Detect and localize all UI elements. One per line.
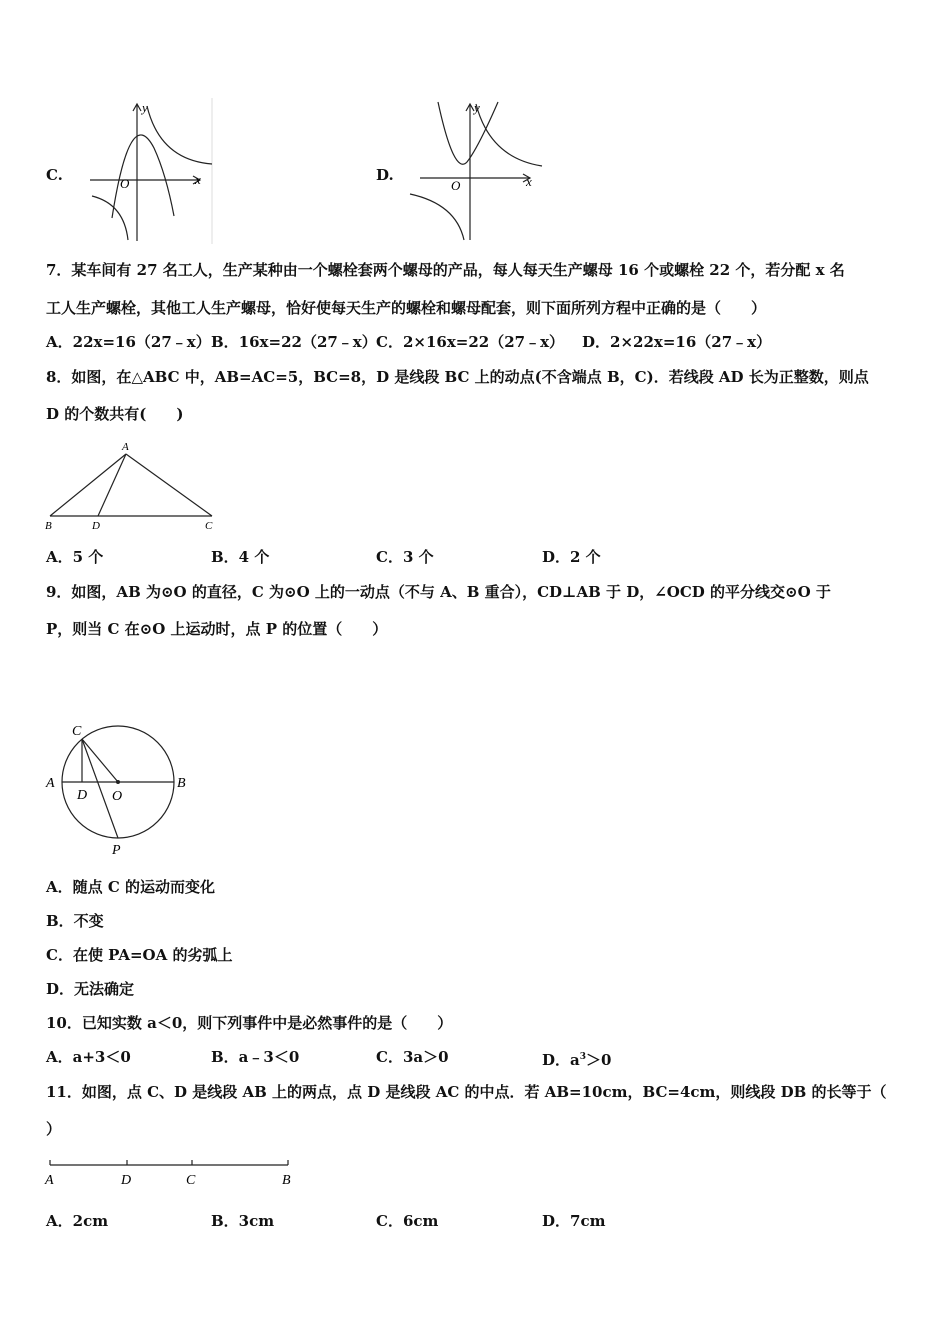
label-C: C [186,1173,196,1188]
q8-option-d: D．2 个 [542,548,601,566]
label-D: D [92,520,100,532]
q9-option-b: B．不变 [46,912,104,930]
q8-stem-line2: D 的个数共有( ) [46,405,184,423]
q9-stem-line1: 9．如图，AB 为⊙O 的直径，C 为⊙O 上的一动点（不与 A、B 重合），CD⊥AB 于 D，∠OCD 的平分线交⊙O 于 [46,583,831,601]
segment-CO [82,739,118,782]
q8-option-b: B．4 个 [211,548,270,566]
q10-option-d-suffix: ＞0 [586,1051,612,1069]
segment-AD [98,454,126,516]
label-B: B [282,1173,291,1188]
q11-stem-line2: ） [46,1120,62,1138]
q6-option-c-graph [80,98,220,244]
label-A: A [122,441,129,453]
q7-option-c: C．2×16x=22（27﹣x） [376,333,565,351]
q7-option-b: B．16x=22（27﹣x） [211,333,377,351]
label-O: O [112,789,123,804]
q6-option-d-label: D. [376,166,394,184]
q7-option-a: A．22x=16（27﹣x） [46,333,211,351]
q10-stem: 10．已知实数 a＜0，则下列事件中是必然事件的是（ ） [46,1014,453,1032]
q10-option-b: B．a﹣3＜0 [211,1048,300,1066]
label-B: B [45,520,52,532]
q9-option-d: D．无法确定 [46,980,135,998]
q11-option-a: A．2cm [46,1212,109,1230]
q9-circle-figure [40,718,200,860]
q8-stem-line1: 8．如图，在△ABC 中，AB=AC=5，BC=8，D 是线段 BC 上的动点(不含端点 B，C)．若线段 AD 长为正整数，则点 [46,368,869,386]
q10-option-a: A．a+3＜0 [46,1048,131,1066]
q9-option-a: A．随点 C 的运动而变化 [46,878,216,896]
hyperbola-branch-2 [410,194,464,240]
segment-AB [50,454,126,516]
y-axis-label: y [474,100,480,115]
q6-option-d-graph [404,98,554,244]
q9-option-c: C．在使 PA=OA 的劣弧上 [46,946,233,964]
q9-stem-line2: P，则当 C 在⊙O 上运动时，点 P 的位置（ ） [46,620,388,638]
segment-AC [126,454,212,516]
q10-option-d-exponent: 3 [579,1052,586,1062]
q7-stem-line1: 7．某车间有 27 名工人，生产某种由一个螺栓套两个螺母的产品，每人每天生产螺母 16 个或螺栓 22 个，若分配 x 名 [46,261,845,279]
q8-option-a: A．5 个 [46,548,104,566]
origin-label: O [451,178,461,193]
y-axis-label: y [142,100,148,115]
hyperbola-branch-1 [476,104,542,166]
q10-option-d [542,1047,611,1070]
label-P: P [112,843,121,858]
label-B: B [177,776,186,791]
q11-segment-figure [40,1155,302,1191]
label-A: A [46,776,55,791]
q10-option-c: C．3a＞0 [376,1048,449,1066]
q7-option-d: D．2×22x=16（27﹣x） [582,333,772,351]
label-C: C [72,724,82,739]
q11-option-c: C．6cm [376,1212,439,1230]
label-D: D [121,1173,132,1188]
q11-option-d: D．7cm [542,1212,606,1230]
q10-option-d-prefix: D．a [542,1051,580,1069]
q8-triangle-figure [40,438,225,534]
label-C: C [205,520,213,532]
q8-option-c: C．3 个 [376,548,434,566]
x-axis-label: x [195,172,201,187]
label-D: D [77,788,88,803]
x-axis-label: x [526,174,532,189]
q7-stem-line2: 工人生产螺栓，其他工人生产螺母，恰好使每天生产的螺栓和螺母配套，则下面所列方程中正确的是（ ） [46,299,767,317]
origin-label: O [120,176,130,191]
q6-option-c-label: C. [46,166,63,184]
hyperbola-branch-2 [92,196,128,240]
q11-option-b: B．3cm [211,1212,275,1230]
center-point [116,780,120,784]
label-A: A [45,1173,54,1188]
q11-stem-line1: 11．如图，点 C、D 是线段 AB 上的两点，点 D 是线段 AC 的中点．若 AB=10cm，BC=4cm，则线段 DB 的长等于（ [46,1083,887,1101]
